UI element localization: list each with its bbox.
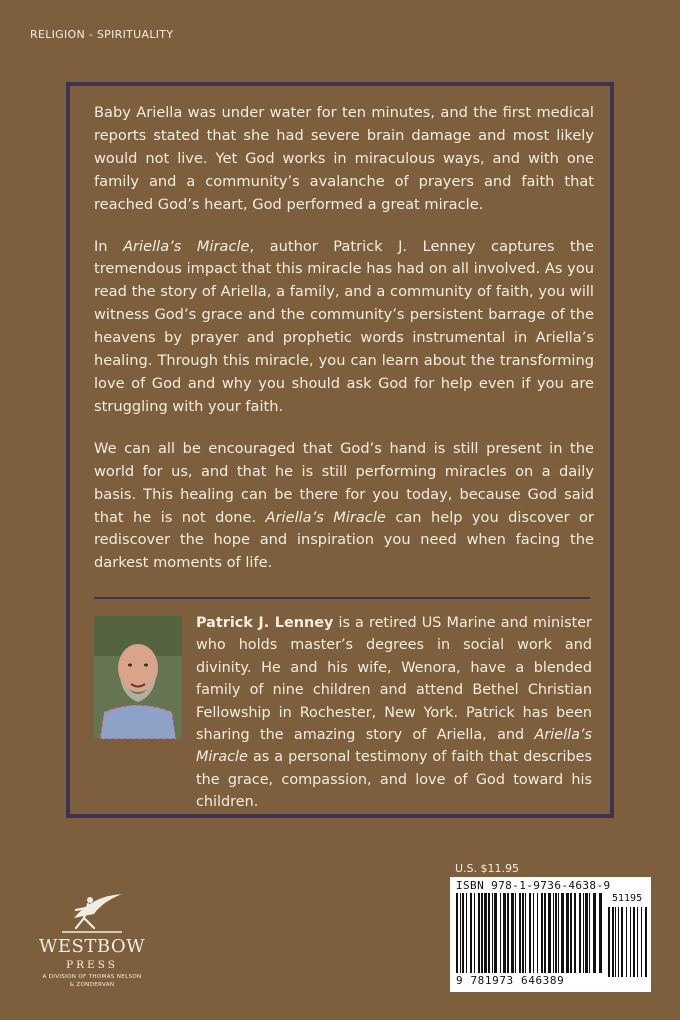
category-label: RELIGION - SPIRITUALITY: [30, 28, 174, 41]
section-divider: [94, 597, 590, 599]
barcode-bar: [589, 893, 590, 973]
barcode-bar: [533, 893, 534, 973]
barcode-bar: [519, 893, 521, 973]
barcode-bar: [474, 893, 475, 973]
description-paragraph-2: In Ariella’s Miracle, author Patrick J. Lenney captures the tremendous impact that this miracle has had on all involved. As you read the story of Ariella, a family, and a community of faith, you will witness God’s grace and the community’s persistent barrage of the heavens by prayer and prophetic words instrumental in Ariella’s healing. Through this miracle, you can learn about the transforming love of God and why you should ask God for help even if you are struggling with your faith.: [94, 237, 594, 415]
description-paragraph-1: Baby Ariella was under water for ten minutes, and the first medical reports stated that she had severe brain damage and most likely would not live. Yet God works in miraculous ways, and with one family and a community’s avalanche of prayers and faith that reached God’s heart, God performed a great miracle.: [94, 104, 594, 213]
barcode-bar: [583, 893, 584, 973]
barcode-bar: [537, 893, 538, 973]
barcode-bar: [481, 893, 483, 973]
barcode-digits: 9 781973 646389: [456, 974, 565, 987]
barcode-bar: [555, 893, 557, 973]
barcode-bar: [585, 893, 588, 973]
barcode-bar: [515, 893, 516, 973]
runner-icon: [22, 888, 162, 936]
barcode-bar: [470, 893, 472, 973]
addon-bar: [633, 907, 635, 977]
barcode-bar: [460, 893, 461, 973]
publisher-tagline-2: & ZONDERVAN: [69, 982, 115, 988]
addon-bar: [630, 907, 631, 977]
barcode-bar: [599, 893, 602, 973]
author-name: Patrick J. Lenney: [196, 615, 334, 631]
barcode-bar: [541, 893, 543, 973]
book-title: Ariella’s Miracle: [196, 727, 592, 766]
addon-bar: [645, 907, 647, 977]
barcode-bar: [570, 893, 572, 973]
barcode-bar: [579, 893, 581, 973]
barcode-bar: [500, 893, 501, 973]
addon-bar: [608, 907, 610, 977]
barcode-bar: [593, 893, 596, 973]
addon-bar: [618, 907, 619, 977]
publisher-press: PRESS: [66, 959, 118, 971]
barcode-bar: [544, 893, 546, 973]
barcode-bar: [561, 893, 564, 973]
barcode-bar: [553, 893, 554, 973]
barcode-bar: [558, 893, 559, 973]
price-label: U.S. $11.95: [455, 862, 520, 875]
barcode-bar: [484, 893, 487, 973]
publisher-logo: [22, 888, 162, 1008]
barcode-bar: [529, 893, 531, 973]
book-title: Ariella’s Miracle: [265, 508, 386, 526]
barcode-bar: [511, 893, 514, 973]
barcode-bar: [566, 893, 569, 973]
addon-bar: [615, 907, 616, 977]
barcode-bar: [462, 893, 464, 973]
barcode-bar: [494, 893, 497, 973]
barcode-bar: [548, 893, 551, 973]
author-photo: [94, 616, 182, 739]
description-paragraph-3: We can all be encouraged that God’s hand is still present in the world for us, and that he is still performing miracles on a daily basis. This healing can be there for you today, because God said that he is not done. Ariella’s Miracle can help you discover or rediscover the hope and inspiration you need when facing the darkest moments of life.: [94, 439, 594, 572]
barcode-bar: [507, 893, 509, 973]
barcode-bar: [525, 893, 526, 973]
author-bio: Patrick J. Lenney is a retired US Marine and minister who holds master’s degrees in social work and divinity. He and his wife, Wenora, have a blended family of nine children and attend Bethel Christian Fellowship in Rochester, New York. Patrick has been sharing the amazing story of Ariella, and Ariella’s Miracle as a personal testimony of faith that describes the grace, compassion, and love of God toward his children.: [196, 615, 592, 811]
barcode-bar: [574, 893, 576, 973]
addon-bar: [637, 907, 638, 977]
addon-bar: [612, 907, 614, 977]
addon-bar: [641, 907, 642, 977]
barcode-bar: [503, 893, 506, 973]
publisher-name: WESTBOW: [38, 936, 146, 957]
barcode-bar: [522, 893, 524, 973]
addon-bar: [626, 907, 627, 977]
book-title: Ariella’s Miracle: [123, 237, 250, 255]
price-addon-digits: 51195: [612, 893, 643, 904]
barcode-bar: [466, 893, 467, 973]
book-description: [94, 102, 594, 594]
isbn-number: ISBN 978-1-9736-4638-9: [456, 879, 611, 892]
barcode-bar: [456, 893, 458, 973]
addon-bar: [621, 907, 623, 977]
barcode-bar: [492, 893, 493, 973]
barcode-bar: [478, 893, 480, 973]
barcode-bar: [488, 893, 490, 973]
publisher-tagline: A DIVISION OF THOMAS NELSON: [42, 974, 142, 980]
